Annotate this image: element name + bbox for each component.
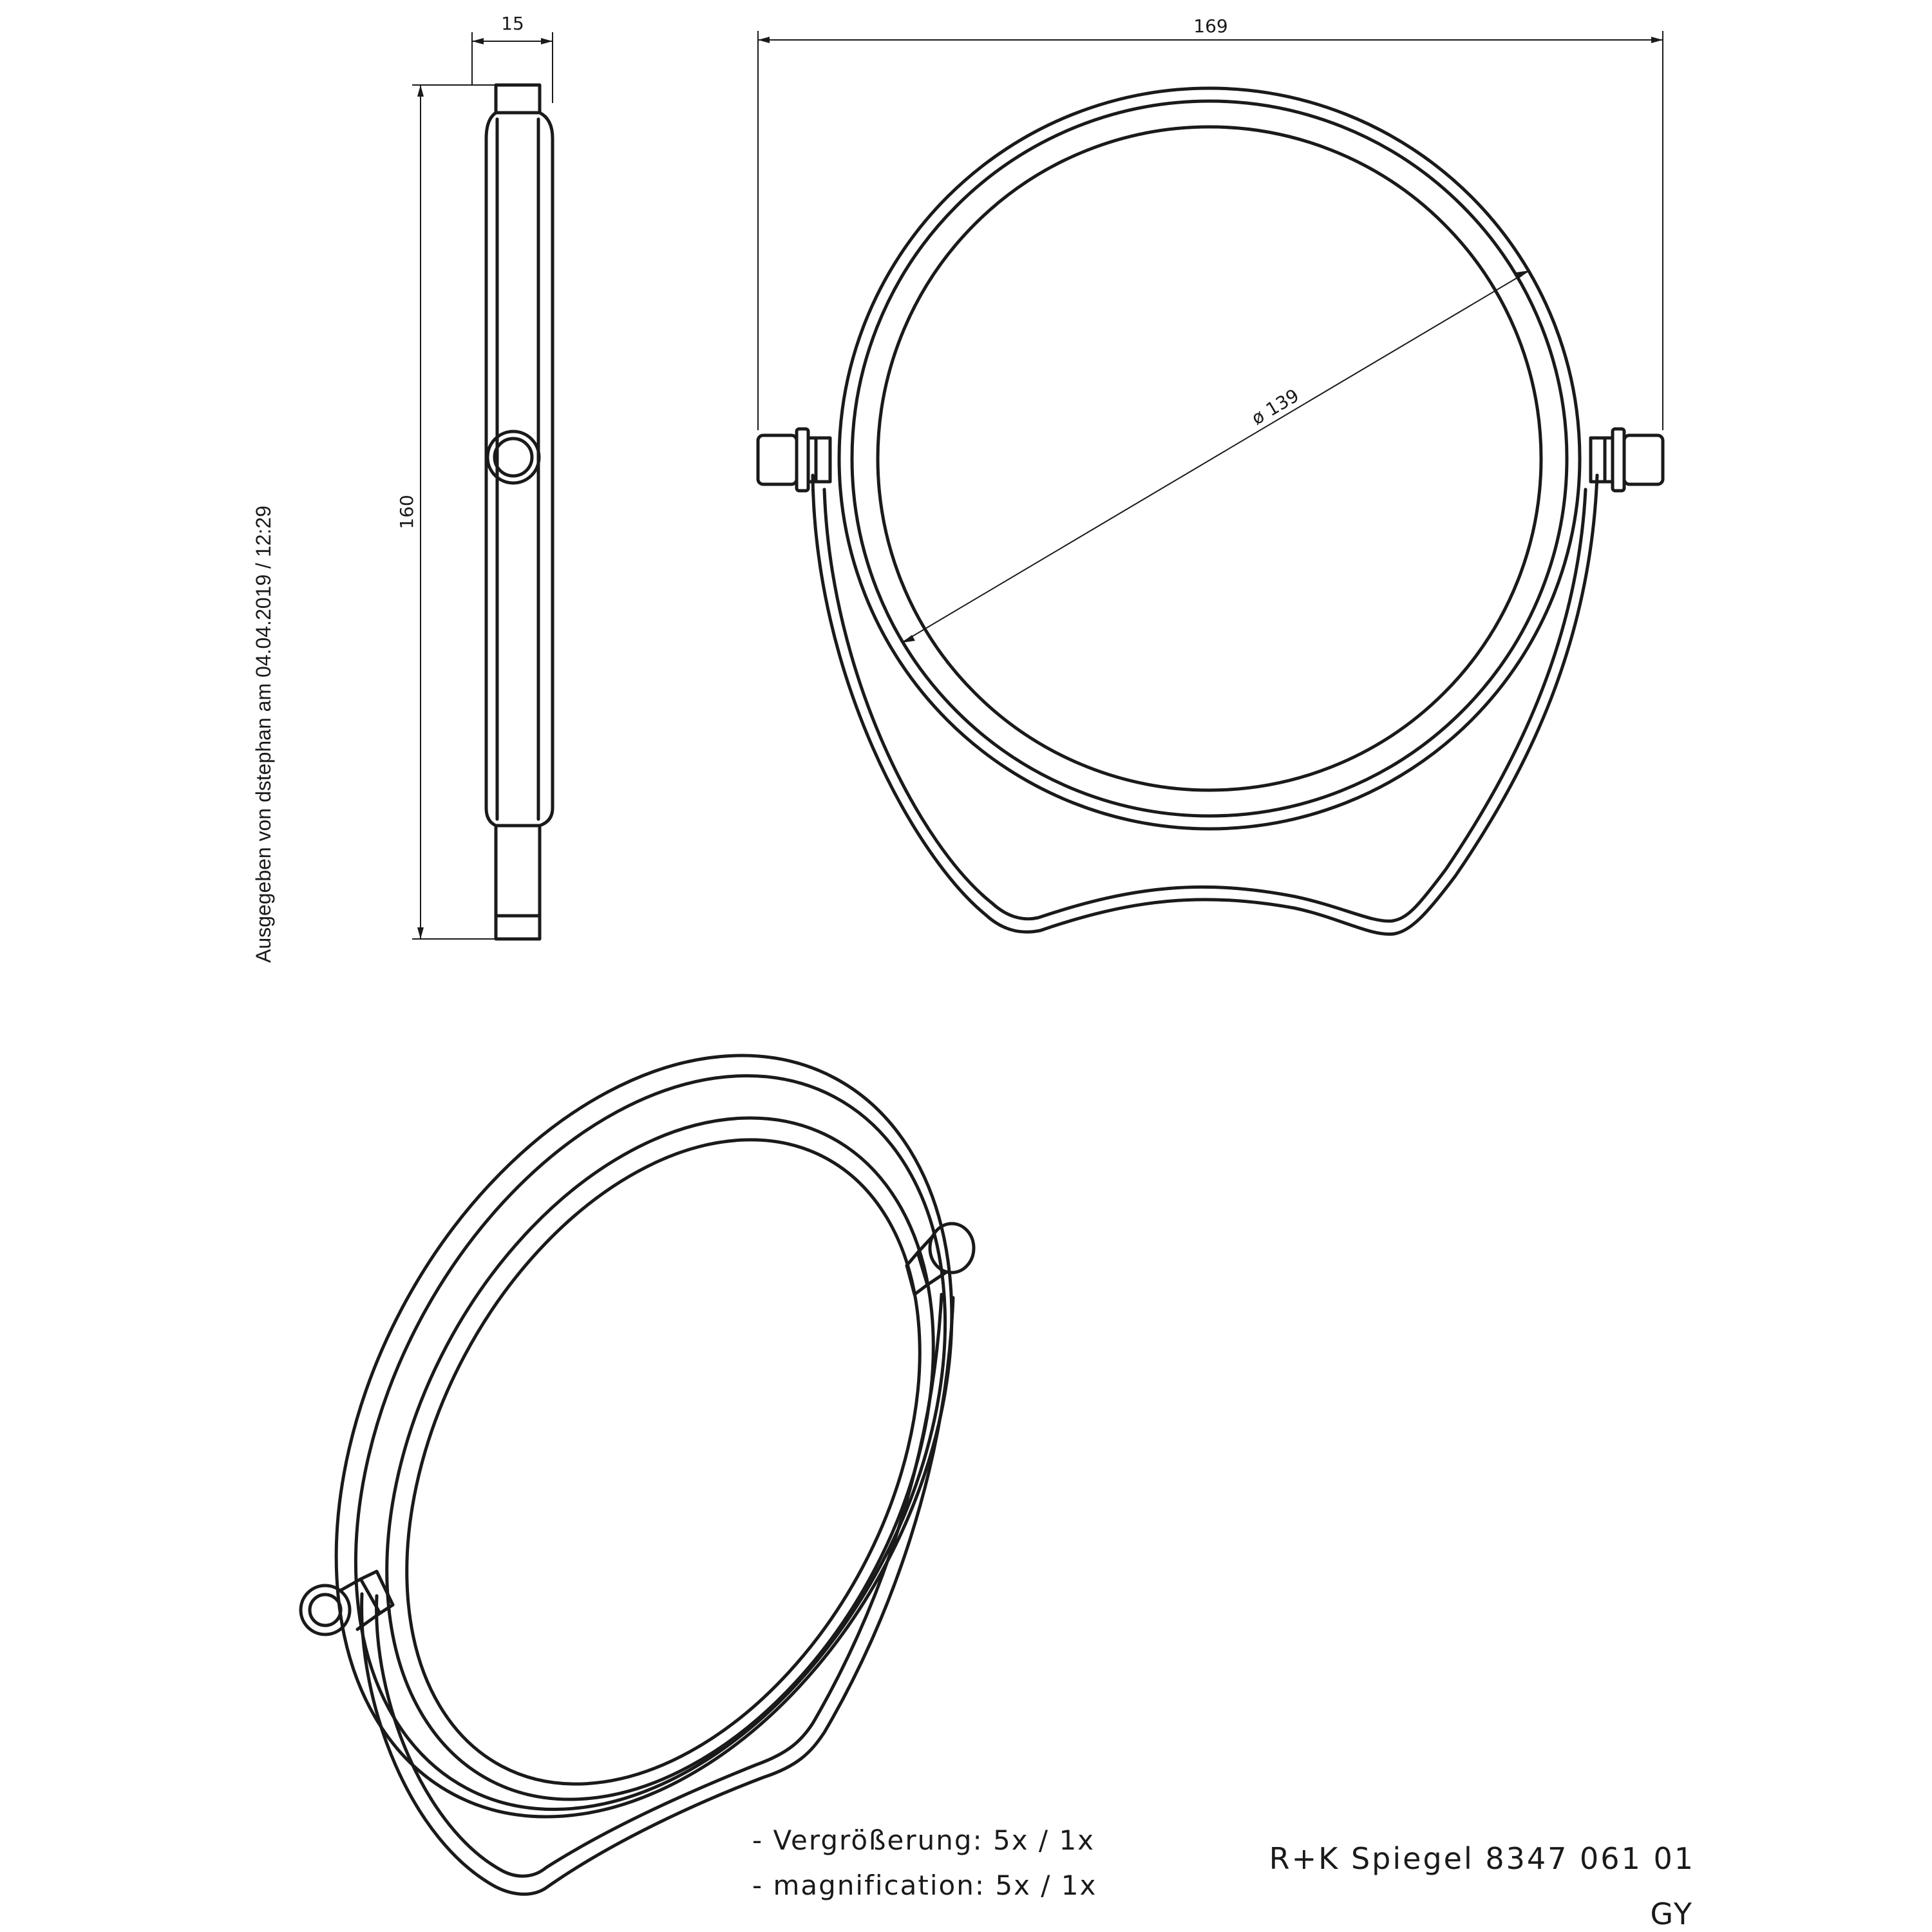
width-label: 169 [1193,15,1228,37]
issue-stamp: Ausgegeben von dstephan am 04.04.2019 / 12:29 [252,506,275,963]
note-magnification-en: - magnification: 5x / 1x [752,1870,1097,1901]
side-view [396,13,553,939]
product-number: R+K Spiegel 8347 061 01 [1269,1841,1695,1876]
title-block [1269,1841,1695,1931]
iso-left-knob [301,1571,393,1634]
front-right-knob [1591,429,1663,491]
iso-frame-outer [212,949,1076,1923]
front-left-knob [758,429,830,491]
color-code: GY [1650,1897,1694,1931]
height-dimension [396,85,499,939]
notes [752,1824,1097,1901]
front-frame-outer [839,88,1580,829]
front-stand-outline [813,475,1597,934]
note-magnification-de: - Vergrößerung: 5x / 1x [752,1824,1095,1856]
height-label: 160 [396,495,417,529]
front-view [758,15,1663,934]
diameter-dimension [902,270,1530,643]
thickness-label: 15 [501,13,524,34]
front-mirror-glass [878,127,1541,790]
diameter-label: ø 139 [1247,384,1303,430]
isometric-view [212,949,1076,1923]
